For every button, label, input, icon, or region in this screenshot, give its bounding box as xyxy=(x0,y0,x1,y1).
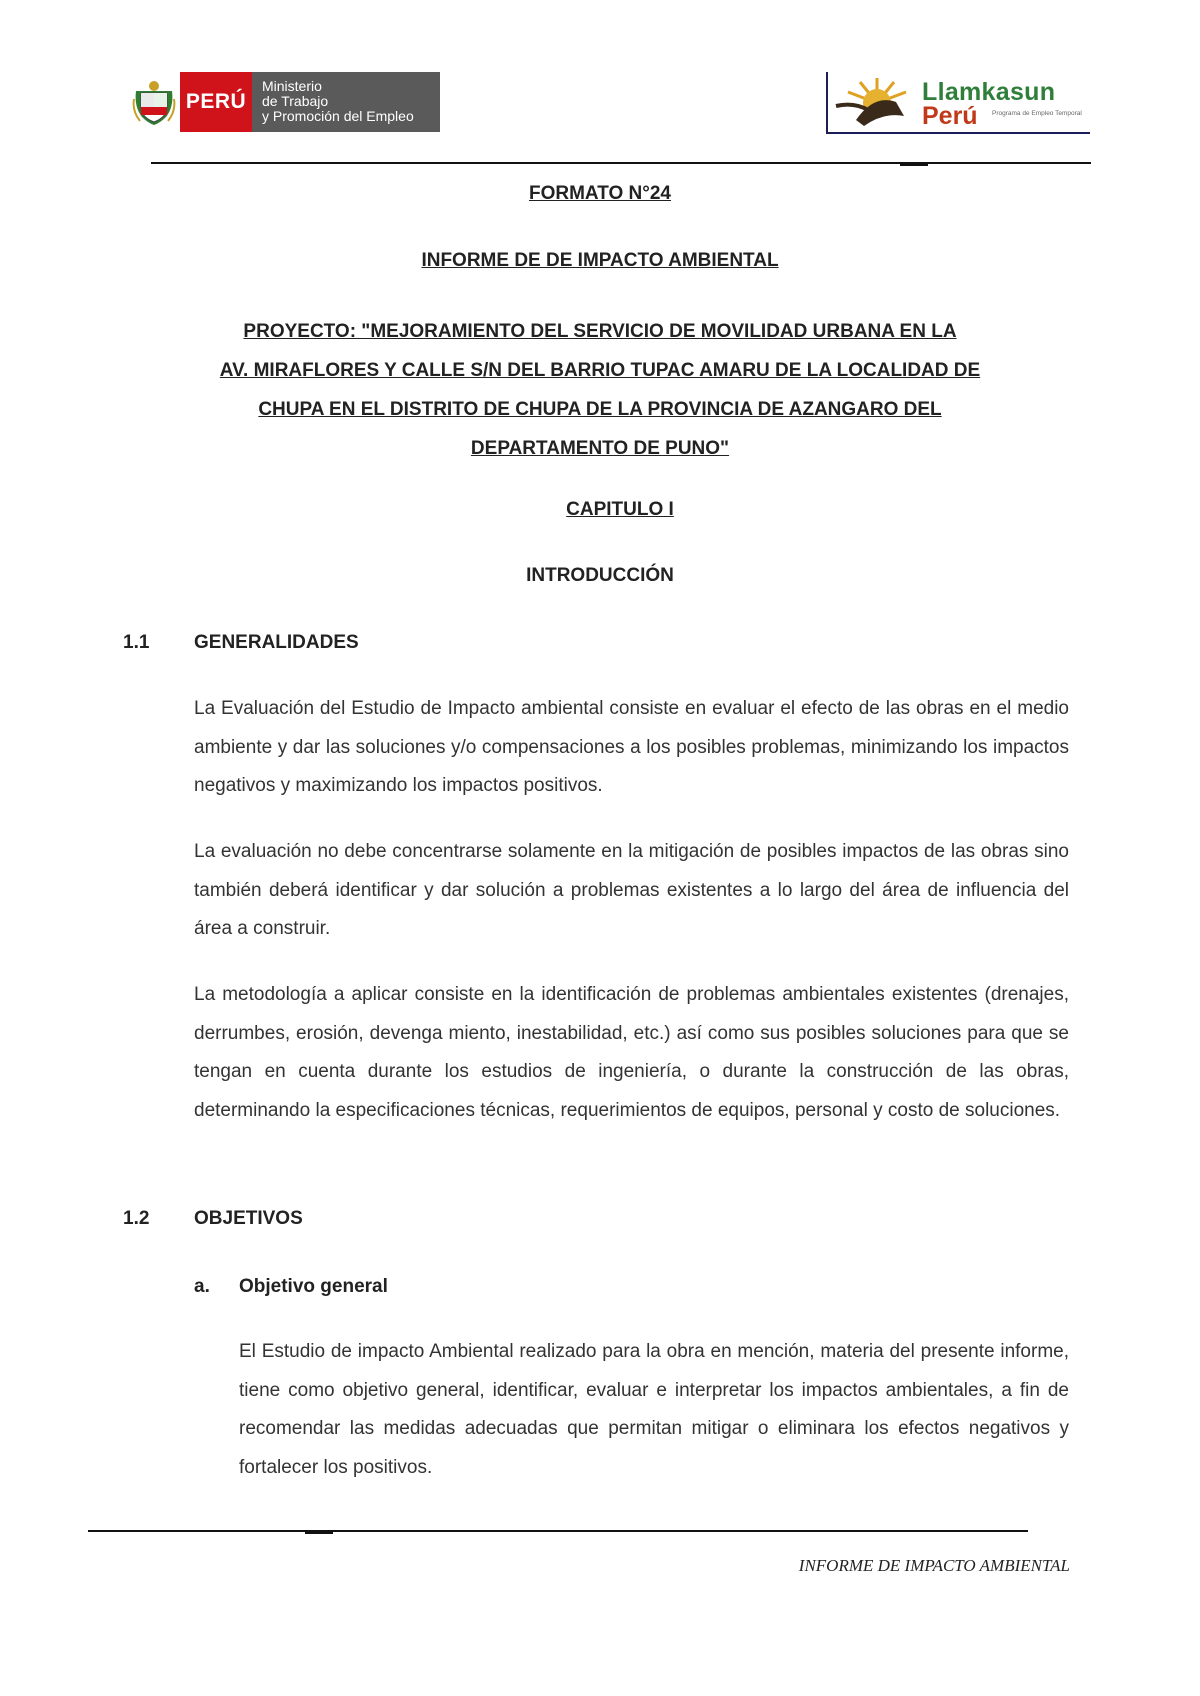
footer-rule-accent xyxy=(305,1532,333,1534)
logo-word-llamkasun: Llamkasun xyxy=(922,78,1056,106)
sun-worker-icon xyxy=(834,76,920,135)
ministry-line: Ministerio xyxy=(262,78,322,94)
subsection-title-objetivo-general: Objetivo general xyxy=(239,1276,388,1297)
introduction-heading: INTRODUCCIÓN xyxy=(526,565,674,586)
project-line: CHUPA EN EL DISTRITO DE CHUPA DE LA PROVINCIA DE AZANGARO DEL xyxy=(258,399,942,420)
section-title-objetivos: OBJETIVOS xyxy=(194,1208,303,1229)
footer-rule xyxy=(88,1530,1028,1532)
peru-badge: PERÚ xyxy=(180,72,252,132)
project-line: PROYECTO: "MEJORAMIENTO DEL SERVICIO DE MOVILIDAD URBANA EN LA xyxy=(243,321,957,342)
ministry-logo xyxy=(128,72,440,132)
section-number: 1.1 xyxy=(123,632,150,653)
section-title-generalidades: GENERALIDADES xyxy=(194,632,359,653)
chapter-title: CAPITULO I xyxy=(566,499,674,520)
formato-title: FORMATO N°24 xyxy=(528,183,672,204)
paragraph: La Evaluación del Estudio de Impacto ambiental consiste en evaluar el efecto de las obras en el medio ambiente y dar las soluciones y/o compensaciones a los posibles problemas, minimizando los impactos negativos y maximizando los impactos positivos. xyxy=(194,698,1069,796)
ministry-line: y Promoción del Empleo xyxy=(262,108,414,124)
coat-of-arms-icon xyxy=(128,72,180,132)
project-line: DEPARTAMENTO DE PUNO" xyxy=(470,438,730,459)
paragraph: La evaluación no debe concentrarse solamente en la mitigación de posibles impactos de las obras sino también deberá identificar y dar solución a problemas existentes a lo largo del área de influencia del área a construir. xyxy=(194,841,1069,939)
footer-text: INFORME DE IMPACTO AMBIENTAL xyxy=(798,1556,1070,1575)
ministry-line: de Trabajo xyxy=(262,93,329,109)
header-rule xyxy=(151,162,1091,164)
ministry-name xyxy=(252,72,440,132)
llamkasun-logo xyxy=(826,72,1090,134)
header-rule-accent xyxy=(900,164,928,166)
logo-word-peru: Perú xyxy=(922,102,978,130)
paragraph: El Estudio de impacto Ambiental realizado para la obra en mención, materia del presente informe, tiene como objetivo general, identificar, evaluar e interpretar los impactos ambientales, a fin de recomendar las medidas adecuadas que permitan mitigar o eliminara los efectos negativos y fortalecer los positivos. xyxy=(239,1341,1069,1478)
logo-subtitle: Programa de Empleo Temporal xyxy=(992,110,1082,117)
subsection-label: a. xyxy=(194,1276,210,1297)
section-number: 1.2 xyxy=(123,1208,150,1229)
paragraph: La metodología a aplicar consiste en la identificación de problemas ambientales existentes (drenajes, derrumbes, erosión, devenga miento, inestabilidad, etc.) así como sus posibles soluciones para que se tengan en cuenta durante los estudios de ingeniería, o durante la construcción de las obras, determinando la especificaciones técnicas, requerimientos de equipos, personal y costo de soluciones. xyxy=(194,984,1069,1121)
informe-title: INFORME DE DE IMPACTO AMBIENTAL xyxy=(421,250,779,271)
project-title xyxy=(140,312,1060,468)
project-line: AV. MIRAFLORES Y CALLE S/N DEL BARRIO TUPAC AMARU DE LA LOCALIDAD DE xyxy=(219,360,981,381)
